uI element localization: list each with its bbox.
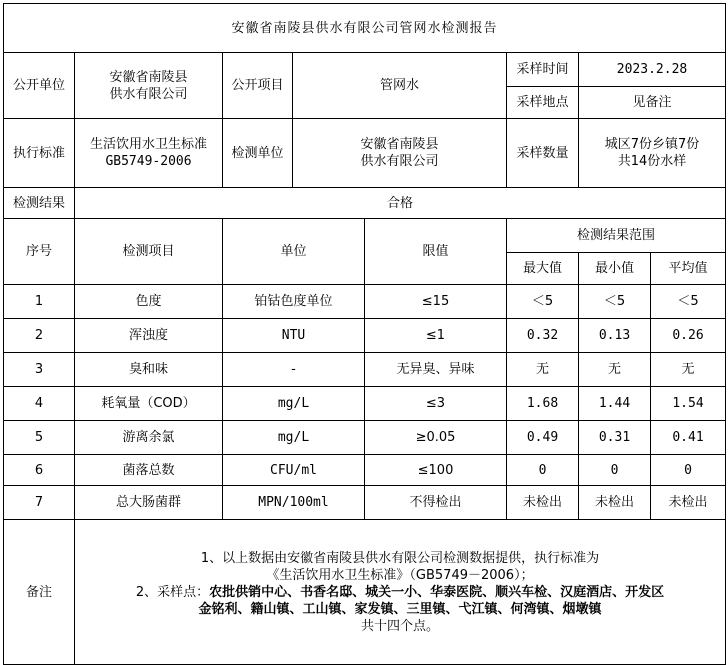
sampling-time-label: 采样时间 xyxy=(507,53,579,87)
header-range: 检测结果范围 xyxy=(507,219,726,253)
row-index: 1 xyxy=(4,285,75,319)
row-min: 未检出 xyxy=(579,486,651,520)
lab-label: 检测单位 xyxy=(223,119,293,188)
notes-line-1: 1、以上数据由安徽省南陵县供水有限公司检测数据提供，执行标准为 xyxy=(200,550,600,566)
row-index: 2 xyxy=(4,319,75,353)
row-unit: - xyxy=(223,353,365,387)
row-min: 0 xyxy=(579,455,651,486)
row-index: 3 xyxy=(4,353,75,387)
row-max: 0.49 xyxy=(507,421,579,455)
row-item: 菌落总数 xyxy=(75,455,223,486)
publisher-value xyxy=(75,53,223,119)
row-index: 6 xyxy=(4,455,75,486)
row-avg: 0.41 xyxy=(651,421,726,455)
report-title: 安徽省南陵县供水有限公司管网水检测报告 xyxy=(4,4,726,53)
header-min: 最小值 xyxy=(579,253,651,285)
header-item: 检测项目 xyxy=(75,219,223,285)
row-limit: ≤100 xyxy=(365,455,507,486)
table-row xyxy=(4,319,726,353)
standard-value-line1: 生活饮用水卫生标准 xyxy=(89,137,207,152)
table-row xyxy=(4,387,726,421)
row-avg: 1.54 xyxy=(651,387,726,421)
row-max: 0 xyxy=(507,455,579,486)
notes-line-5: 共十四个点。 xyxy=(361,618,440,634)
publisher-label: 公开单位 xyxy=(4,53,75,119)
standard-label: 执行标准 xyxy=(4,119,75,188)
sample-count-value-line1: 城区7份乡镇7份 xyxy=(604,137,700,152)
lab-value-line2: 供水有限公司 xyxy=(360,154,439,169)
row-avg: ＜5 xyxy=(651,285,726,319)
sampling-site-label: 采样地点 xyxy=(507,87,579,119)
header-avg: 平均值 xyxy=(651,253,726,285)
standard-value-line2: GB5749-2006 xyxy=(105,154,192,169)
publisher-value-line2: 供水有限公司 xyxy=(109,86,188,102)
table-row xyxy=(4,353,726,387)
row-min: ＜5 xyxy=(579,285,651,319)
notes-sites-list: 农批供销中心、书香名邸、城关一小、华泰医院、顺兴车检、汉庭酒店、开发区 xyxy=(209,584,665,600)
row-limit: 不得检出 xyxy=(365,486,507,520)
row-item: 色度 xyxy=(75,285,223,319)
report-table xyxy=(3,3,726,665)
header-unit: 单位 xyxy=(223,219,365,285)
standard-value xyxy=(75,119,223,188)
row-avg: 0 xyxy=(651,455,726,486)
sampling-site-value: 见备注 xyxy=(579,87,726,119)
row-max: 1.68 xyxy=(507,387,579,421)
sampling-time-value: 2023.2.28 xyxy=(579,53,726,87)
row-unit: NTU xyxy=(223,319,365,353)
notes-label: 备注 xyxy=(4,520,75,665)
row-item: 耗氧量（COD） xyxy=(75,387,223,421)
row-unit: 铂钴色度单位 xyxy=(223,285,365,319)
row-item: 浑浊度 xyxy=(75,319,223,353)
row-item: 游离余氯 xyxy=(75,421,223,455)
notes-body xyxy=(75,520,726,665)
notes-sites-prefix: 2、采样点： xyxy=(135,584,210,600)
row-limit: ≤15 xyxy=(365,285,507,319)
row-min: 0.13 xyxy=(579,319,651,353)
row-unit: mg/L xyxy=(223,387,365,421)
row-avg: 0.26 xyxy=(651,319,726,353)
row-item: 总大肠菌群 xyxy=(75,486,223,520)
row-min: 0.31 xyxy=(579,421,651,455)
row-limit: ≤1 xyxy=(365,319,507,353)
row-max: 未检出 xyxy=(507,486,579,520)
item-value: 管网水 xyxy=(293,53,507,119)
row-limit: ≤3 xyxy=(365,387,507,421)
table-row xyxy=(4,285,726,319)
lab-value xyxy=(293,119,507,188)
result-label: 检测结果 xyxy=(4,188,75,219)
row-min: 1.44 xyxy=(579,387,651,421)
sample-count-value xyxy=(579,119,726,188)
notes-line-2: 《生活饮用水卫生标准》（GB5749－2006）； xyxy=(266,567,534,583)
row-unit: mg/L xyxy=(223,421,365,455)
header-limit: 限值 xyxy=(365,219,507,285)
table-row xyxy=(4,421,726,455)
row-max: 0.32 xyxy=(507,319,579,353)
sample-count-label: 采样数量 xyxy=(507,119,579,188)
row-item: 臭和味 xyxy=(75,353,223,387)
row-max: ＜5 xyxy=(507,285,579,319)
row-unit: CFU/ml xyxy=(223,455,365,486)
row-index: 4 xyxy=(4,387,75,421)
result-value: 合格 xyxy=(75,188,726,219)
row-avg: 未检出 xyxy=(651,486,726,520)
row-index: 5 xyxy=(4,421,75,455)
header-max: 最大值 xyxy=(507,253,579,285)
notes-line-4: 金铭利、籍山镇、工山镇、家发镇、三里镇、弋江镇、何湾镇、烟墩镇 xyxy=(198,601,602,617)
table-row xyxy=(4,455,726,486)
publisher-value-line1: 安徽省南陵县 xyxy=(109,69,188,85)
row-unit: MPN/100ml xyxy=(223,486,365,520)
row-index: 7 xyxy=(4,486,75,520)
row-limit: ≥0.05 xyxy=(365,421,507,455)
notes-line-3 xyxy=(77,584,723,601)
lab-value-line1: 安徽省南陵县 xyxy=(360,137,439,152)
row-min: 无 xyxy=(579,353,651,387)
table-row xyxy=(4,486,726,520)
sample-count-value-line2: 共14份水样 xyxy=(617,154,687,169)
row-limit: 无异臭、异味 xyxy=(365,353,507,387)
row-avg: 无 xyxy=(651,353,726,387)
row-max: 无 xyxy=(507,353,579,387)
item-label: 公开项目 xyxy=(223,53,293,119)
header-index: 序号 xyxy=(4,219,75,285)
